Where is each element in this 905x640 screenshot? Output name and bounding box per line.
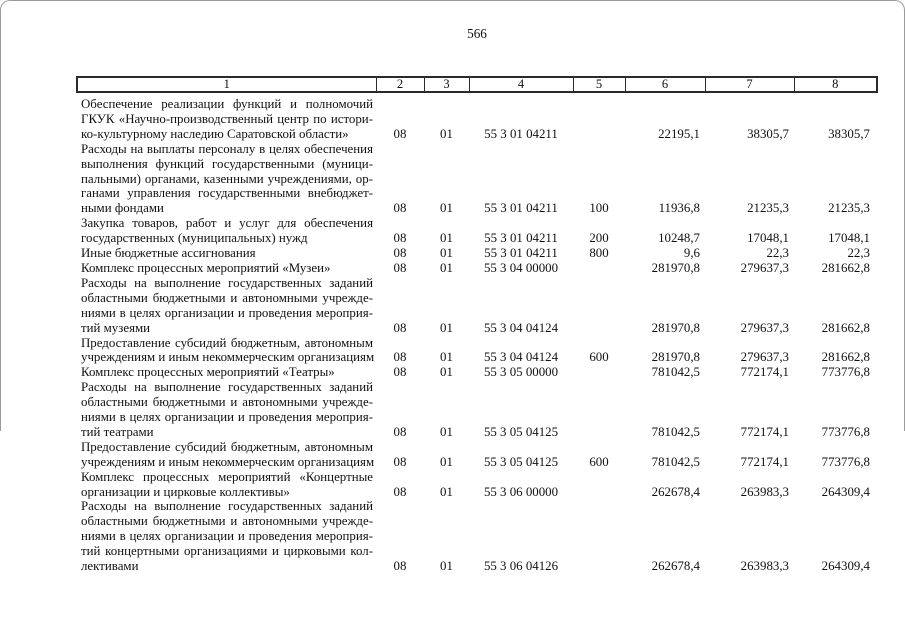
row-value-col2: 08 (393, 484, 407, 499)
column-header-7: 7 (705, 77, 794, 92)
table-row (77, 92, 877, 142)
row-value-col8: 773776,8 (821, 424, 870, 439)
row-name-line: областными бюджетными и автономными учрежде- (81, 395, 373, 410)
row-value-col7: 279637,3 (740, 260, 789, 275)
column-header-3: 3 (424, 77, 469, 92)
row-name-line: областными бюджетными и автономными учрежде- (81, 514, 373, 529)
row-value-col3: 01 (440, 126, 453, 141)
row-name-line: ниями в целях организации и проведения мероприя- (81, 305, 373, 320)
row-name-line: тий музеями (81, 320, 151, 335)
row-value-col6: 262678,4 (651, 484, 700, 499)
row-value-col7: 263983,3 (740, 559, 789, 574)
row-value-col3: 01 (440, 365, 453, 380)
row-name-line: ниями в целях организации и проведения мероприя- (81, 529, 373, 544)
row-value-col8: 17048,1 (828, 231, 870, 246)
row-name-line: государственных (муниципальных) нужд (81, 231, 308, 246)
row-value-col8: 773776,8 (821, 365, 870, 380)
row-value-col7: 17048,1 (747, 231, 789, 246)
row-value-col5: 600 (589, 350, 609, 365)
row-name-line: областными бюджетными и автономными учрежде- (81, 290, 373, 305)
row-value-col5: 600 (589, 454, 609, 469)
row-name-line: Закупка товаров, работ и услуг для обеспечения (81, 216, 373, 231)
row-value-col2: 08 (393, 246, 407, 261)
row-name-line: учреждениям и иным некоммерческим организациям (81, 454, 375, 469)
row-name-line: Предоставление субсидий бюджетным, автономным (81, 439, 373, 454)
row-value-col2: 08 (393, 320, 407, 335)
row-name-cell (77, 92, 376, 142)
row-value-col2: 08 (393, 424, 407, 439)
row-value-col6: 10248,7 (658, 231, 700, 246)
row-name-line: Комплекс процессных мероприятий «Музеи» (81, 260, 331, 275)
row-value-col4: 55 3 06 04126 (483, 559, 559, 574)
row-value-col8: 264309,4 (821, 559, 870, 574)
row-value-col3: 01 (440, 350, 453, 365)
row-value-col3: 01 (440, 201, 453, 216)
row-name-cell (77, 440, 376, 470)
row-value-col4: 55 3 04 04124 (483, 320, 559, 335)
row-value-col3: 01 (440, 454, 453, 469)
row-name-line: тий театрами (81, 424, 154, 439)
row-value-col6: 281970,8 (651, 260, 700, 275)
table-row (77, 261, 877, 276)
row-value-col2: 08 (393, 559, 407, 574)
row-name-cell (77, 216, 376, 246)
table-row (77, 142, 877, 217)
table-row (77, 380, 877, 440)
row-value-col4: 55 3 05 04125 (483, 454, 559, 469)
table-row (77, 440, 877, 470)
row-name-cell (77, 470, 376, 500)
row-value-col4: 55 3 01 04211 (484, 126, 558, 141)
row-name-line: ко-культурному наследию Саратовской области» (81, 126, 349, 141)
row-name-line: Предоставление субсидий бюджетным, автономным (81, 335, 373, 350)
row-value-col2: 08 (393, 454, 407, 469)
row-name-cell (77, 261, 376, 276)
row-value-col7: 38305,7 (747, 126, 789, 141)
row-value-col4: 55 3 04 00000 (483, 260, 559, 275)
row-value-col5: 200 (589, 231, 609, 246)
row-value-col7: 772174,1 (740, 424, 789, 439)
row-value-col4: 55 3 06 00000 (483, 484, 559, 499)
row-value-col8: 281662,8 (821, 320, 870, 335)
table-header-row (77, 77, 877, 92)
row-value-col6: 11936,8 (658, 201, 700, 216)
column-header-2: 2 (376, 77, 424, 92)
page-number: 566 (467, 26, 487, 41)
row-value-col3: 01 (440, 559, 453, 574)
row-name-cell (77, 365, 376, 380)
row-value-col4: 55 3 01 04211 (484, 201, 558, 216)
row-name-line: Обеспечение реализации функций и полномочий (81, 97, 373, 111)
row-value-col6: 781042,5 (651, 454, 700, 469)
row-value-col6: 9,6 (683, 246, 700, 261)
row-value-col2: 08 (393, 260, 407, 275)
row-name-line: ными фондами (81, 201, 164, 216)
row-value-col4: 55 3 01 04211 (484, 246, 558, 261)
column-header-4: 4 (469, 77, 573, 92)
row-value-col5 (573, 499, 625, 574)
row-value-col5 (573, 276, 625, 336)
row-value-col4: 55 3 01 04211 (484, 231, 558, 246)
row-value-col8: 281662,8 (821, 260, 870, 275)
row-name-line: Расходы на выполнение государственных заданий (81, 380, 373, 395)
table-row (77, 216, 877, 246)
row-value-col3: 01 (440, 484, 453, 499)
row-value-col5 (573, 470, 625, 500)
row-name-cell (77, 336, 376, 366)
row-value-col3: 01 (440, 231, 453, 246)
table-row (77, 470, 877, 500)
row-name-cell (77, 276, 376, 336)
row-value-col7: 279637,3 (740, 320, 789, 335)
row-name-line: тий концертными организациями и цирковыми кол- (81, 544, 373, 559)
row-name-line: ганами управления государственными внебюджет- (81, 186, 373, 201)
row-value-col8: 21235,3 (828, 201, 870, 216)
row-value-col2: 08 (393, 231, 407, 246)
row-value-col2: 08 (393, 350, 407, 365)
row-name-line: Расходы на выплаты персоналу в целях обеспечения (81, 141, 373, 156)
table-row (77, 246, 877, 261)
row-name-line: Расходы на выполнение государственных заданий (81, 499, 373, 514)
row-name-cell (77, 142, 376, 217)
row-value-col6: 262678,4 (651, 559, 700, 574)
row-name-line: выполнения функций государственными (муници- (81, 156, 373, 171)
table-row (77, 499, 877, 574)
row-value-col5 (573, 365, 625, 380)
row-value-col7: 22,3 (766, 246, 789, 261)
row-name-line: учреждениям и иным некоммерческим организациям (81, 350, 375, 365)
row-name-line: Комплекс процессных мероприятий «Концертные (81, 469, 373, 484)
column-header-6: 6 (625, 77, 705, 92)
table-header (77, 77, 877, 92)
row-value-col6: 781042,5 (651, 365, 700, 380)
row-name-line: Иные бюджетные ассигнования (81, 246, 256, 261)
row-value-col7: 772174,1 (740, 365, 789, 380)
table-row (77, 336, 877, 366)
row-name-line: ГКУК «Научно-производственный центр по истори- (81, 111, 373, 126)
row-value-col6: 781042,5 (651, 424, 700, 439)
row-value-col2: 08 (393, 126, 407, 141)
row-value-col3: 01 (440, 424, 453, 439)
row-value-col6: 281970,8 (651, 350, 700, 365)
row-name-cell (77, 380, 376, 440)
row-value-col5 (573, 380, 625, 440)
table-row (77, 276, 877, 336)
row-value-col7: 279637,3 (740, 350, 789, 365)
row-value-col2: 08 (393, 201, 407, 216)
row-name-line: ниями в целях организации и проведения мероприя- (81, 410, 373, 425)
column-header-5: 5 (573, 77, 625, 92)
row-value-col3: 01 (440, 246, 453, 261)
table-row (77, 365, 877, 380)
row-value-col4: 55 3 04 04124 (483, 350, 559, 365)
table-body (77, 92, 877, 574)
row-value-col5: 800 (589, 246, 609, 261)
row-name-cell (77, 499, 376, 574)
budget-table (76, 76, 878, 574)
row-value-col8: 264309,4 (821, 484, 870, 499)
row-value-col8: 281662,8 (821, 350, 870, 365)
row-value-col2: 08 (393, 365, 407, 380)
row-name-line: лективами (81, 559, 139, 574)
row-value-col5: 100 (589, 201, 609, 216)
row-name-line: пальными) органами, казенными учреждениями, ор- (81, 171, 373, 186)
row-value-col6: 22195,1 (658, 126, 700, 141)
column-header-8: 8 (794, 77, 877, 92)
row-value-col3: 01 (440, 320, 453, 335)
row-value-col8: 22,3 (847, 246, 870, 261)
row-value-col3: 01 (440, 260, 453, 275)
row-value-col6: 281970,8 (651, 320, 700, 335)
row-value-col7: 263983,3 (740, 484, 789, 499)
row-value-col4: 55 3 05 00000 (483, 365, 559, 380)
row-name-line: Комплекс процессных мероприятий «Театры» (81, 365, 335, 380)
row-value-col5 (573, 261, 625, 276)
row-name-line: организации и цирковые коллективы» (81, 484, 290, 499)
row-value-col7: 772174,1 (740, 454, 789, 469)
row-value-col4: 55 3 05 04125 (483, 424, 559, 439)
row-value-col7: 21235,3 (747, 201, 789, 216)
row-name-cell (77, 246, 376, 261)
column-header-1: 1 (77, 77, 376, 92)
row-value-col5 (573, 92, 625, 142)
row-value-col8: 38305,7 (828, 126, 870, 141)
row-name-line: Расходы на выполнение государственных заданий (81, 275, 373, 290)
row-value-col8: 773776,8 (821, 454, 870, 469)
